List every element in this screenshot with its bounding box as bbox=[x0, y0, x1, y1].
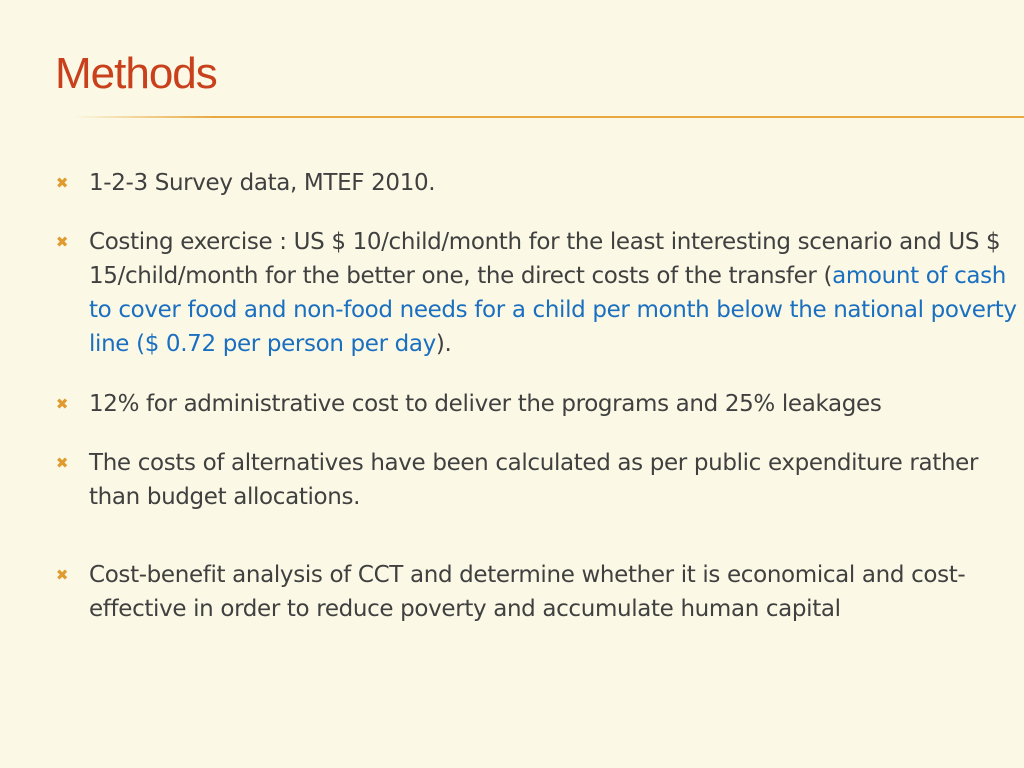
bullet-item-costs-of-alternatives bbox=[55, 446, 1019, 514]
slide-title: Methods bbox=[55, 49, 217, 98]
x-bullet-icon: ✖ bbox=[55, 566, 69, 584]
bullet-text: Costing exercise : US $ 10/child/month for the least interesting scenario and US $ 15/child/month for the better one, the direct costs of the transfer ( bbox=[89, 229, 1001, 289]
bullet-text: Cost-benefit analysis of CCT and determine whether it is economical and cost-effective in order to reduce poverty and accumulate human capital bbox=[89, 562, 966, 622]
bullet-item-cost-benefit-analysis bbox=[55, 558, 1019, 626]
bullet-text-end: ). bbox=[435, 331, 452, 357]
bullet-text: The costs of alternatives have been calculated as per public expenditure rather than budget allocations. bbox=[89, 450, 979, 510]
bullet-item-costing-exercise bbox=[55, 225, 1019, 361]
bullet-text: 12% for administrative cost to deliver the programs and 25% leakages bbox=[89, 391, 882, 417]
x-bullet-icon: ✖ bbox=[55, 174, 69, 192]
bullet-item-survey-data bbox=[55, 166, 1019, 200]
bullet-item-administrative-cost bbox=[55, 387, 1019, 421]
x-bullet-icon: ✖ bbox=[55, 454, 69, 472]
x-bullet-icon: ✖ bbox=[55, 395, 69, 413]
bullet-text: 1-2-3 Survey data, MTEF 2010. bbox=[89, 170, 436, 196]
title-underline bbox=[72, 116, 1024, 118]
bullet-highlight-text: amount of cash to cover food and non-food needs for a child per month below the national poverty line ($ 0.72 per person per day bbox=[89, 263, 1017, 357]
x-bullet-icon: ✖ bbox=[55, 233, 69, 251]
